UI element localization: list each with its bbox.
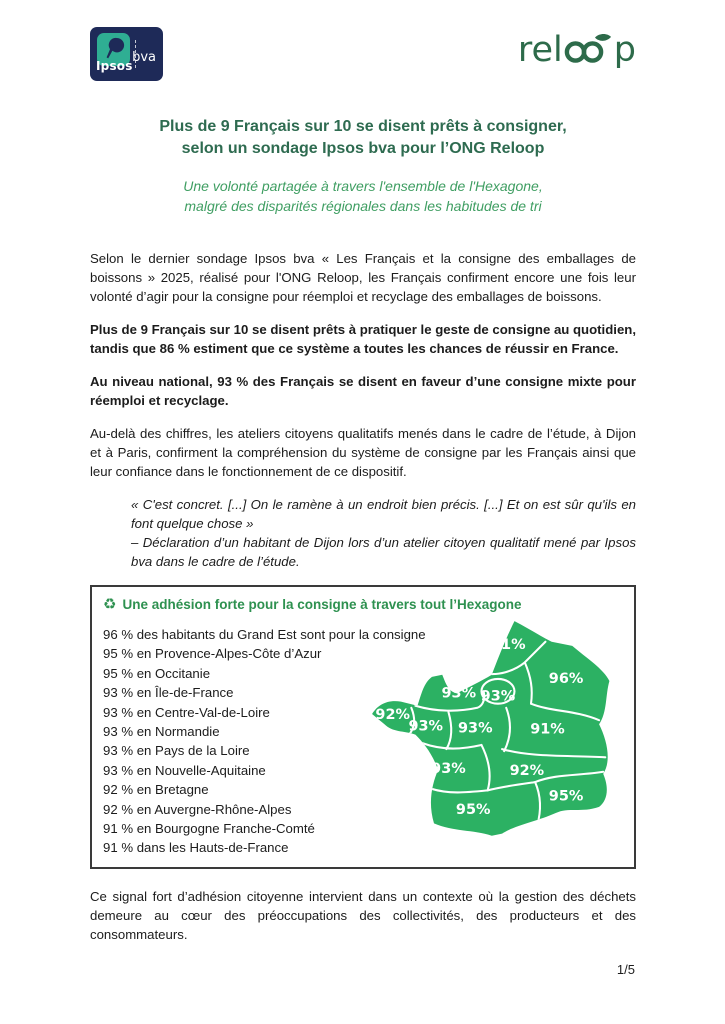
- reloop-logo-text-left: rel: [517, 30, 563, 70]
- map-label-Hauts-de-France: 91%: [491, 636, 526, 653]
- list-item: 93 % en Nouvelle-Aquitaine: [103, 762, 266, 778]
- bva-logo-text: bva: [132, 50, 156, 65]
- map-label-Occitanie: 95%: [455, 802, 491, 819]
- box-header-text: Une adhésion forte pour la consigne à travers tout l’Hexagone: [122, 597, 522, 612]
- map-label-Normandie: 93%: [441, 685, 477, 702]
- list-item: 95 % en Provence-Alpes-Côte d’Azur: [103, 646, 322, 662]
- map-label-Auvergne-Rhône-Alpes: 92%: [509, 762, 545, 779]
- header-logo-row: [90, 27, 636, 83]
- page-number: 1/5: [616, 962, 635, 977]
- paragraph-workshops: Au-delà des chiffres, les ateliers citoyens qualitatifs menés dans le cadre de l’étude, à Dijon et à Paris, confirment la compréhension du système de consigne par les Français ainsi que leur confiance dans le fonctionnement de ce dispositif.: [90, 426, 636, 479]
- list-item: 93 % en Île-de-France: [103, 685, 234, 701]
- list-item: 93 % en Pays de la Loire: [103, 743, 250, 759]
- page-title-line2: selon un sondage Ipsos bva pour l’ONG Reloop: [181, 140, 545, 157]
- page-subtitle-line2: malgré des disparités régionales dans les habitudes de tri: [184, 197, 542, 214]
- page-title-line1: Plus de 9 Français sur 10 se disent prêts à consigner,: [159, 118, 567, 135]
- map-label-Bretagne: 92%: [375, 707, 411, 724]
- box-body: [103, 625, 623, 858]
- map-label-Pays de la Loire: 93%: [408, 718, 444, 735]
- citizen-quote: [90, 495, 636, 571]
- page-subtitle: [90, 177, 636, 216]
- map-label-Île-de-France: 93%: [480, 688, 516, 705]
- quote-attribution: – Déclaration d’un habitant de Dijon lors d’un atelier citoyen qualitatif mené par Ipsos bva dans le cadre de l’étude.: [131, 535, 636, 569]
- page-subtitle-line1: Une volonté partagée à travers l'ensemble de l'Hexagone,: [183, 178, 543, 194]
- body-text: [90, 249, 636, 944]
- map-label-Nouvelle-Aquitaine: 93%: [431, 760, 466, 777]
- regional-adhesion-box: [90, 585, 636, 869]
- paragraph-national-figure: Au niveau national, 93 % des Français se disent en faveur d’une consigne mixte pour réemploi et recyclage.: [90, 374, 636, 408]
- paragraph-intro: Selon le dernier sondage Ipsos bva « Les Français et la consigne des emballages de boissons » 2025, réalisé pour l'ONG Reloop, les Français confirment encore une fois leur volonté d’agir pour la consigne pour réemploi et recyclage des emballages de boissons.: [90, 251, 636, 304]
- list-item: 91 % en Bourgogne Franche-Comté: [103, 821, 315, 837]
- map-label-Centre-Val-de-Loire: 93%: [457, 720, 493, 737]
- list-item: 93 % en Centre-Val-de-Loire: [103, 704, 270, 720]
- map-label-Grand Est: 96%: [548, 671, 584, 688]
- quote-text: « C'est concret. [...] On le ramène à un endroit bien précis. [...] Et on est sûr qu'ils en font quelque chose »: [131, 497, 636, 531]
- reloop-loop-icon: [564, 34, 613, 64]
- ipsos-logo-text: Ipsos: [96, 59, 133, 73]
- list-item: 91 % dans les Hauts-de-France: [103, 840, 289, 856]
- list-item: 95 % en Occitanie: [103, 665, 211, 681]
- page-title: [90, 116, 636, 160]
- box-header: [103, 597, 623, 612]
- list-item: 93 % en Normandie: [103, 724, 220, 740]
- list-item: 96 % des habitants du Grand Est sont pour la consigne: [103, 627, 426, 642]
- map-label-Bourgogne-Franche-Comté: 91%: [530, 721, 565, 738]
- reloop-logo-text-right: p: [613, 30, 636, 70]
- ipsos-bva-logo: [90, 27, 163, 81]
- reloop-logo: [517, 30, 636, 70]
- list-item: 92 % en Auvergne-Rhône-Alpes: [103, 801, 292, 817]
- france-region-map: [370, 617, 628, 844]
- recycle-icon: ♻: [103, 595, 117, 613]
- map-label-Provence-Alpes-Côte d’Azur: 95%: [548, 788, 584, 805]
- list-item: 92 % en Bretagne: [103, 782, 209, 798]
- paragraph-closing: Ce signal fort d’adhésion citoyenne intervient dans un contexte où la gestion des déchets demeure au cœur des préoccupations des collectivités, des producteurs et des consommateurs.: [90, 889, 636, 942]
- paragraph-key-finding: Plus de 9 Français sur 10 se disent prêts à pratiquer le geste de consigne au quotidien, tandis que 86 % estiment que ce système a toutes les chances de réussir en France.: [90, 322, 636, 356]
